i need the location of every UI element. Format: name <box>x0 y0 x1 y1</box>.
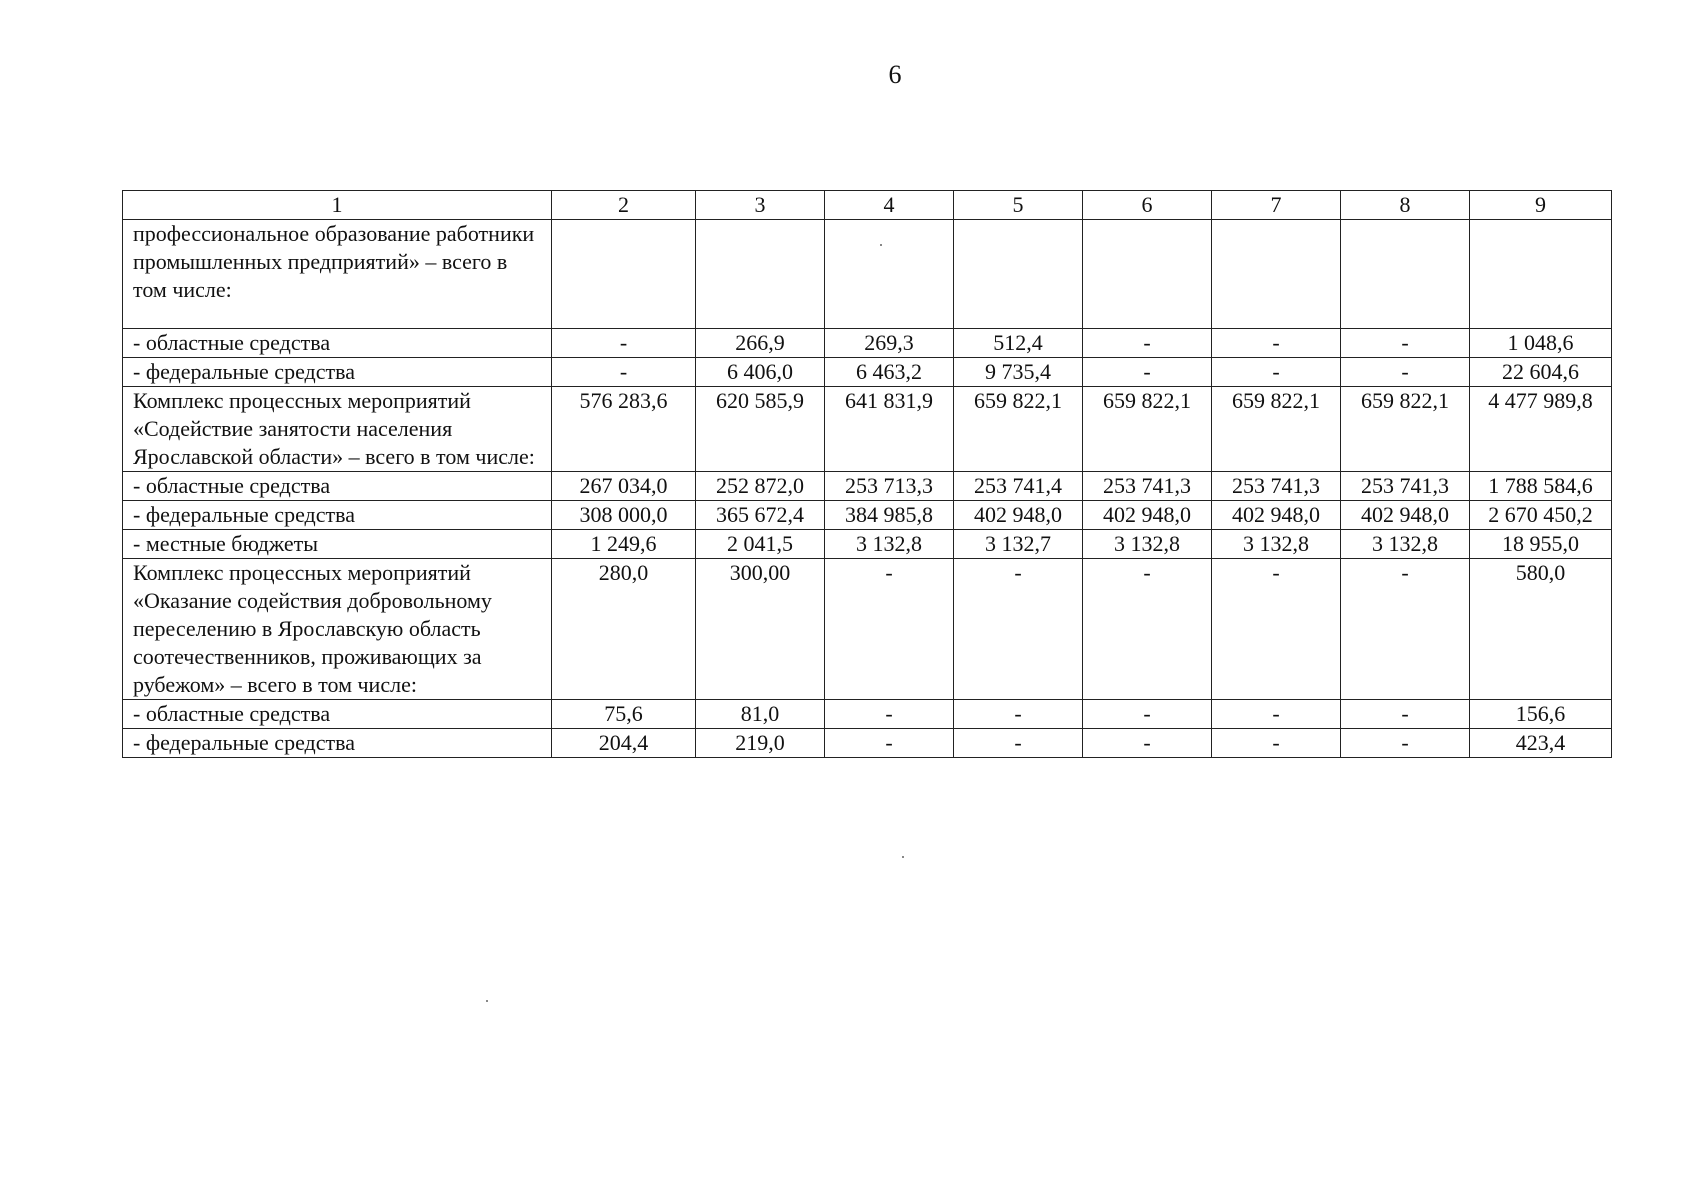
cell-value: 659 822,1 <box>954 387 1083 472</box>
cell-value: 580,0 <box>1470 559 1612 700</box>
cell-value: 253 741,3 <box>1341 472 1470 501</box>
cell-value: 3 132,8 <box>1341 530 1470 559</box>
cell-value: 18 955,0 <box>1470 530 1612 559</box>
cell-value <box>552 220 696 329</box>
cell-value: 6 406,0 <box>696 358 825 387</box>
cell-value: 3 132,8 <box>1212 530 1341 559</box>
column-header: 5 <box>954 191 1083 220</box>
cell-value: - <box>552 358 696 387</box>
cell-value: - <box>1083 700 1212 729</box>
cell-value: 9 735,4 <box>954 358 1083 387</box>
cell-value: 1 249,6 <box>552 530 696 559</box>
column-header: 1 <box>123 191 552 220</box>
table-row <box>123 329 1612 358</box>
cell-value <box>1341 220 1470 329</box>
cell-value: - <box>1341 559 1470 700</box>
cell-value: 267 034,0 <box>552 472 696 501</box>
cell-value: 253 741,3 <box>1212 472 1341 501</box>
table-header-row <box>123 191 1612 220</box>
cell-value: 402 948,0 <box>1212 501 1341 530</box>
cell-value: - <box>825 559 954 700</box>
cell-value: 576 283,6 <box>552 387 696 472</box>
cell-value: 3 132,7 <box>954 530 1083 559</box>
table-row <box>123 700 1612 729</box>
cell-value: 423,4 <box>1470 729 1612 758</box>
cell-value: 659 822,1 <box>1083 387 1212 472</box>
cell-value: 269,3 <box>825 329 954 358</box>
cell-value: - <box>1083 358 1212 387</box>
cell-value <box>696 220 825 329</box>
cell-value <box>825 220 954 329</box>
row-label: - областные средства <box>123 700 552 729</box>
cell-value: 512,4 <box>954 329 1083 358</box>
cell-value: 219,0 <box>696 729 825 758</box>
cell-value: 1 788 584,6 <box>1470 472 1612 501</box>
cell-value: 156,6 <box>1470 700 1612 729</box>
cell-value: 308 000,0 <box>552 501 696 530</box>
table-row <box>123 358 1612 387</box>
row-label: - областные средства <box>123 329 552 358</box>
scan-speck <box>902 856 904 858</box>
cell-value: 2 670 450,2 <box>1470 501 1612 530</box>
cell-value: - <box>954 729 1083 758</box>
cell-value: - <box>825 700 954 729</box>
cell-value: - <box>1341 729 1470 758</box>
cell-value: 252 872,0 <box>696 472 825 501</box>
cell-value: - <box>825 729 954 758</box>
cell-value: - <box>954 559 1083 700</box>
table-row <box>123 530 1612 559</box>
cell-value: 402 948,0 <box>954 501 1083 530</box>
cell-value: - <box>1212 358 1341 387</box>
cell-value: - <box>1341 700 1470 729</box>
column-header: 6 <box>1083 191 1212 220</box>
cell-value: 253 713,3 <box>825 472 954 501</box>
cell-value: 1 048,6 <box>1470 329 1612 358</box>
cell-value: 6 463,2 <box>825 358 954 387</box>
cell-value: 3 132,8 <box>825 530 954 559</box>
cell-value: - <box>1083 329 1212 358</box>
column-header: 4 <box>825 191 954 220</box>
cell-value: 266,9 <box>696 329 825 358</box>
cell-value: - <box>1212 559 1341 700</box>
column-header: 8 <box>1341 191 1470 220</box>
cell-value: 280,0 <box>552 559 696 700</box>
row-label: - федеральные средства <box>123 729 552 758</box>
cell-value: - <box>954 700 1083 729</box>
cell-value: - <box>1341 329 1470 358</box>
cell-value <box>1083 220 1212 329</box>
column-header: 7 <box>1212 191 1341 220</box>
table-row <box>123 472 1612 501</box>
cell-value: 402 948,0 <box>1083 501 1212 530</box>
cell-value: 384 985,8 <box>825 501 954 530</box>
cell-value: 253 741,4 <box>954 472 1083 501</box>
row-label: - местные бюджеты <box>123 530 552 559</box>
cell-value: 4 477 989,8 <box>1470 387 1612 472</box>
cell-value: 641 831,9 <box>825 387 954 472</box>
row-label: Комплекс процессных мероприятий «Содействие занятости населения Ярославской области» – всего в том числе: <box>123 387 552 472</box>
row-label: Комплекс процессных мероприятий «Оказание содействия добровольному переселению в Ярославскую область соотечественников, проживающих за рубежом» – всего в том числе: <box>123 559 552 700</box>
cell-value: 402 948,0 <box>1341 501 1470 530</box>
cell-value: 3 132,8 <box>1083 530 1212 559</box>
cell-value: 659 822,1 <box>1341 387 1470 472</box>
cell-value: 22 604,6 <box>1470 358 1612 387</box>
cell-value <box>954 220 1083 329</box>
cell-value <box>1470 220 1612 329</box>
cell-value: 620 585,9 <box>696 387 825 472</box>
table-row <box>123 387 1612 472</box>
cell-value: 659 822,1 <box>1212 387 1341 472</box>
cell-value: 75,6 <box>552 700 696 729</box>
cell-value: 365 672,4 <box>696 501 825 530</box>
table-row <box>123 559 1612 700</box>
cell-value: - <box>1212 700 1341 729</box>
column-header: 9 <box>1470 191 1612 220</box>
cell-value: - <box>1212 729 1341 758</box>
row-label: - федеральные средства <box>123 501 552 530</box>
cell-value: 253 741,3 <box>1083 472 1212 501</box>
page-number: 6 <box>888 60 902 89</box>
cell-value: - <box>1083 729 1212 758</box>
row-label: профессиональное образование работники промышленных предприятий» – всего в том числе: <box>123 220 552 329</box>
cell-value: 204,4 <box>552 729 696 758</box>
cell-value: 81,0 <box>696 700 825 729</box>
scan-speck <box>880 244 882 246</box>
row-label: - федеральные средства <box>123 358 552 387</box>
cell-value: - <box>1083 559 1212 700</box>
table-row <box>123 220 1612 329</box>
column-header: 3 <box>696 191 825 220</box>
column-header: 2 <box>552 191 696 220</box>
budget-table <box>122 190 1612 758</box>
scan-speck <box>486 1000 488 1002</box>
table-row <box>123 501 1612 530</box>
cell-value: - <box>552 329 696 358</box>
row-label: - областные средства <box>123 472 552 501</box>
cell-value: 300,00 <box>696 559 825 700</box>
cell-value: 2 041,5 <box>696 530 825 559</box>
cell-value: - <box>1212 329 1341 358</box>
cell-value <box>1212 220 1341 329</box>
table-row <box>123 729 1612 758</box>
cell-value: - <box>1341 358 1470 387</box>
